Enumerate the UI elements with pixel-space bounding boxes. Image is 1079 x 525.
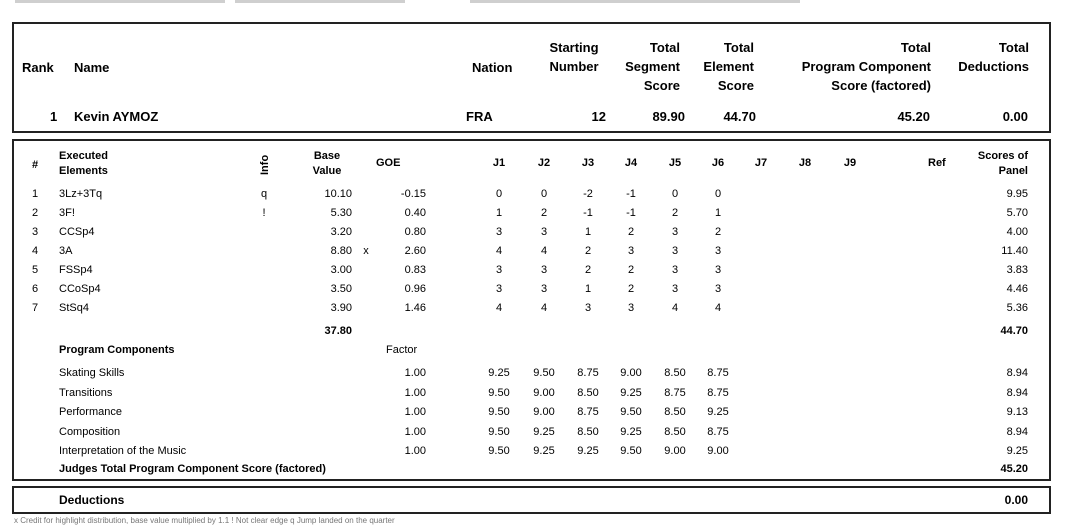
deductions-box	[12, 486, 1051, 514]
component-judge-score: 9.00	[620, 367, 642, 379]
judge-header: J1	[492, 157, 506, 169]
deductions-header: Total Deductions	[958, 40, 1029, 74]
protocol-details-box	[12, 139, 1051, 481]
element-number: 4	[31, 245, 39, 257]
component-judge-score: 9.00	[533, 406, 555, 418]
element-goe: 0.83	[404, 264, 426, 276]
judge-score: 4	[495, 302, 503, 314]
skater-nation: FRA	[466, 109, 493, 124]
skater-pcs-score: 45.20	[897, 109, 930, 124]
skater-rank: 1	[50, 109, 58, 124]
component-panel-score: 8.94	[1006, 425, 1028, 438]
component-panel-score: 8.94	[1006, 386, 1028, 399]
executed-elements-header: Executed Elements	[59, 150, 108, 177]
component-panel-score: 8.94	[1006, 367, 1028, 379]
judge-score: 3	[495, 226, 503, 238]
element-name: CCSp4	[59, 226, 95, 238]
component-judge-score: 8.75	[707, 386, 729, 399]
element-bonus-marker: x	[363, 245, 369, 257]
component-judge-score: 9.50	[533, 367, 555, 379]
component-factor: 1.00	[404, 386, 426, 399]
judge-score: 3	[540, 283, 548, 295]
component-judge-score: 9.00	[533, 386, 555, 399]
skater-element-score: 44.70	[723, 109, 756, 124]
judge-score: 2	[627, 283, 635, 295]
component-judge-score: 8.50	[664, 367, 686, 379]
judge-header: J8	[798, 157, 812, 169]
judge-score: 2	[714, 226, 722, 238]
judge-score: 0	[495, 188, 503, 200]
element-row	[14, 204, 1049, 223]
judge-score: 1	[584, 283, 592, 295]
element-name: StSq4	[59, 302, 89, 314]
judge-score: 0	[540, 188, 548, 200]
judge-score: -1	[626, 188, 636, 200]
element-info: q	[260, 188, 268, 200]
component-judge-score: 9.00	[664, 445, 686, 457]
component-name: Composition	[59, 425, 121, 438]
skater-name: Kevin AYMOZ	[74, 109, 159, 124]
element-name: 3A	[59, 245, 73, 257]
component-judge-score: 9.25	[533, 445, 555, 457]
judge-score: 4	[714, 302, 722, 314]
judge-score: 0	[671, 188, 679, 200]
judge-score: 3	[627, 245, 635, 257]
judge-header: J7	[754, 157, 768, 169]
element-number: 5	[31, 264, 39, 276]
component-judge-score: 8.75	[577, 406, 599, 418]
pcs-score-header: Total Program Component Score (factored)	[801, 40, 931, 93]
component-panel-score: 9.25	[1006, 445, 1028, 457]
element-row	[14, 242, 1049, 261]
element-base-value: 3.50	[330, 283, 352, 295]
skater-starting-number: 12	[591, 109, 606, 124]
judge-score: 3	[540, 264, 548, 276]
element-base-value: 3.90	[330, 302, 352, 314]
judge-header: J3	[581, 157, 595, 169]
component-judge-score: 8.50	[664, 425, 686, 438]
component-judge-score: 9.50	[488, 386, 510, 399]
element-name: FSSp4	[59, 264, 93, 276]
judge-score: 4	[671, 302, 679, 314]
component-panel-score: 9.13	[1006, 406, 1028, 418]
judge-score: -1	[626, 207, 636, 219]
element-goe: 2.60	[404, 245, 426, 257]
judge-score: 3	[627, 302, 635, 314]
scores-of-panel-header: Scores of Panel	[977, 150, 1028, 177]
judge-score: 2	[584, 245, 592, 257]
footnote: x Credit for highlight distribution, base value multiplied by 1.1 ! Not clear edge q Jump landed on the quarter	[14, 516, 395, 525]
component-row	[14, 403, 1049, 422]
component-name: Transitions	[59, 386, 113, 399]
component-judge-score: 9.25	[488, 367, 510, 379]
element-name: CCoSp4	[59, 283, 101, 295]
element-row	[14, 280, 1049, 299]
element-panel-score: 3.83	[1006, 264, 1028, 276]
judge-header: J6	[711, 157, 725, 169]
skater-segment-score: 89.90	[652, 109, 685, 124]
component-factor: 1.00	[404, 445, 426, 457]
component-judge-score: 8.75	[707, 367, 729, 379]
base-value-header: Base Value	[312, 150, 342, 177]
component-judge-score: 8.50	[577, 425, 599, 438]
element-number: 1	[31, 188, 39, 200]
component-judge-score: 8.50	[664, 406, 686, 418]
judge-score: 1	[495, 207, 503, 219]
element-number: 2	[31, 207, 39, 219]
component-judge-score: 9.25	[620, 386, 642, 399]
skater-deductions: 0.00	[1002, 109, 1028, 124]
judge-score: 4	[540, 302, 548, 314]
judge-score: 1	[584, 226, 592, 238]
component-row	[14, 384, 1049, 403]
judge-score: 3	[671, 283, 679, 295]
element-number: 6	[31, 283, 39, 295]
element-base-value: 3.00	[330, 264, 352, 276]
component-row	[14, 364, 1049, 383]
deductions-label: Deductions	[59, 493, 125, 507]
component-factor: 1.00	[404, 406, 426, 418]
element-base-value: 8.80	[330, 245, 352, 257]
element-panel-score: 5.70	[1006, 207, 1028, 219]
component-judge-score: 9.25	[577, 445, 599, 457]
component-judge-score: 9.50	[488, 406, 510, 418]
judge-score: 3	[495, 264, 503, 276]
component-judge-score: 9.25	[533, 425, 555, 438]
component-judge-score: 8.75	[707, 425, 729, 438]
element-base-value: 3.20	[330, 226, 352, 238]
component-judge-score: 8.75	[577, 367, 599, 379]
judge-score: -2	[583, 188, 593, 200]
judge-score: 0	[714, 188, 722, 200]
element-panel-score: 11.40	[1001, 245, 1028, 257]
component-judge-score: 9.50	[488, 445, 510, 457]
nation-header: Nation	[472, 60, 513, 75]
element-goe: -0.15	[400, 188, 426, 200]
element-score-total: 44.70	[1000, 325, 1028, 337]
element-row	[14, 299, 1049, 318]
element-base-value: 10.10	[324, 188, 352, 200]
judge-score: 2	[584, 264, 592, 276]
judge-score: 3	[584, 302, 592, 314]
judge-score: 2	[627, 264, 635, 276]
element-panel-score: 5.36	[1006, 302, 1028, 314]
judge-score: 3	[671, 264, 679, 276]
component-judge-score: 9.25	[620, 425, 642, 438]
cut-off-header-text	[0, 0, 1079, 4]
component-row	[14, 442, 1049, 461]
element-panel-score: 4.00	[1006, 226, 1028, 238]
judge-score: 3	[714, 245, 722, 257]
deductions-score: 0.00	[1004, 493, 1028, 507]
element-number: 7	[31, 302, 39, 314]
starting-number-header: Starting Number	[549, 40, 599, 74]
components-total-row	[14, 460, 1049, 479]
element-info: !	[262, 207, 266, 219]
judge-score: 1	[714, 207, 722, 219]
ref-header: Ref	[928, 157, 946, 169]
component-row	[14, 423, 1049, 442]
components-total-score: 45.20	[1000, 463, 1028, 475]
component-judge-score: 9.50	[488, 425, 510, 438]
judge-score: 4	[540, 245, 548, 257]
component-factor: 1.00	[404, 425, 426, 438]
component-judge-score: 8.75	[664, 386, 686, 399]
component-judge-score: 9.00	[707, 445, 729, 457]
name-header: Name	[74, 60, 110, 75]
judge-score: 3	[540, 226, 548, 238]
segment-score-header: Total Segment Score	[625, 40, 680, 93]
judge-score: 3	[495, 283, 503, 295]
component-name: Performance	[59, 406, 122, 418]
info-header: Info	[259, 154, 271, 175]
factor-header: Factor	[386, 344, 418, 356]
judge-score: 3	[671, 226, 679, 238]
base-value-total: 37.80	[324, 325, 352, 337]
element-name: 3F!	[59, 207, 75, 219]
element-base-value: 5.30	[330, 207, 352, 219]
judge-header: J9	[843, 157, 857, 169]
judge-score: 2	[671, 207, 679, 219]
components-total-label: Judges Total Program Component Score (factored)	[59, 463, 326, 475]
element-goe: 0.96	[404, 283, 426, 295]
program-components-title: Program Components	[59, 344, 175, 356]
rank-header: Rank	[22, 60, 54, 75]
judge-header: J2	[537, 157, 551, 169]
element-panel-score: 4.46	[1006, 283, 1028, 295]
judge-score: 3	[671, 245, 679, 257]
component-judge-score: 9.50	[620, 445, 642, 457]
judge-header: J5	[668, 157, 682, 169]
judge-score: 2	[540, 207, 548, 219]
element-number-header: #	[32, 159, 39, 171]
element-row	[14, 261, 1049, 280]
judge-score: 4	[495, 245, 503, 257]
element-number: 3	[31, 226, 39, 238]
element-goe: 0.80	[404, 226, 426, 238]
skater-summary-box	[12, 22, 1051, 133]
element-goe: 1.46	[404, 302, 426, 314]
component-judge-score: 9.25	[707, 406, 729, 418]
component-name: Skating Skills	[59, 367, 125, 379]
element-score-header: Total Element Score	[703, 40, 754, 93]
judge-header: J4	[624, 157, 638, 169]
elements-total-row	[14, 322, 1049, 341]
element-goe: 0.40	[404, 207, 426, 219]
element-name: 3Lz+3Tq	[59, 188, 103, 200]
element-panel-score: 9.95	[1006, 188, 1028, 200]
element-row	[14, 223, 1049, 242]
judge-score: 3	[714, 264, 722, 276]
component-factor: 1.00	[404, 367, 426, 379]
program-components-header-row	[14, 341, 1049, 360]
judge-score: -1	[583, 207, 593, 219]
component-judge-score: 8.50	[577, 386, 599, 399]
component-name: Interpretation of the Music	[59, 445, 187, 457]
goe-header: GOE	[376, 157, 401, 169]
element-row	[14, 185, 1049, 204]
component-judge-score: 9.50	[620, 406, 642, 418]
judge-score: 3	[714, 283, 722, 295]
judge-score: 2	[627, 226, 635, 238]
